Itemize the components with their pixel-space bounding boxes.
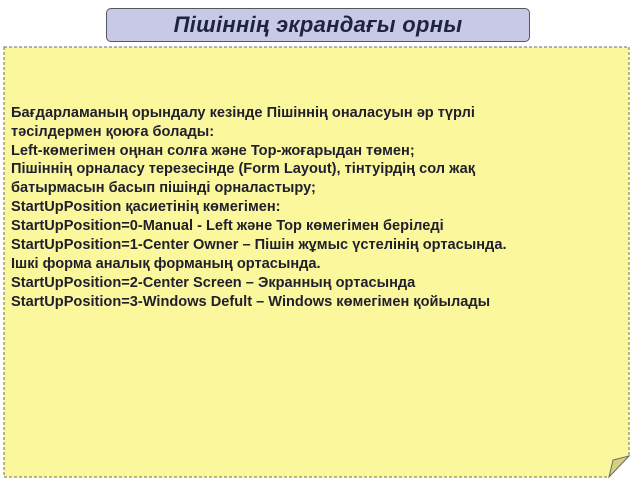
text-line: Ішкі форма аналық форманың ортасында. bbox=[11, 256, 321, 272]
text-line: Бағдарламаның орындалу кезінде Пішіннің оналасуын әр түрлі bbox=[11, 105, 475, 121]
text-line: тәсілдермен қоюға болады: bbox=[11, 124, 215, 140]
text-line: StartUpPosition қасиетінің көмегімен: bbox=[11, 199, 281, 215]
text-line: StartUpPosition=1-Center Owner – Пішін жұмыс үстелінің ортасында. bbox=[11, 237, 507, 253]
text-line: Пішіннің орналасу терезесінде (Form Layout), тінтуірдің сол жақ bbox=[11, 161, 476, 177]
text-line: StartUpPosition=3-Windows Defult – Windows көмегімен қойылады bbox=[11, 294, 491, 310]
text-line: батырмасын басып пішінді орналастыру; bbox=[11, 180, 316, 196]
slide-title: Пішіннің экрандағы орны bbox=[173, 12, 463, 37]
text-line: StartUpPosition=2-Center Screen – Экранның ортасында bbox=[11, 275, 416, 291]
text-line: Left-көмегімен оңнан солға және Top-жоғарыдан төмен; bbox=[11, 143, 415, 159]
text-line: StartUpPosition=0-Manual - Left және Top көмегімен беріледі bbox=[11, 218, 444, 234]
title-banner bbox=[106, 8, 530, 42]
